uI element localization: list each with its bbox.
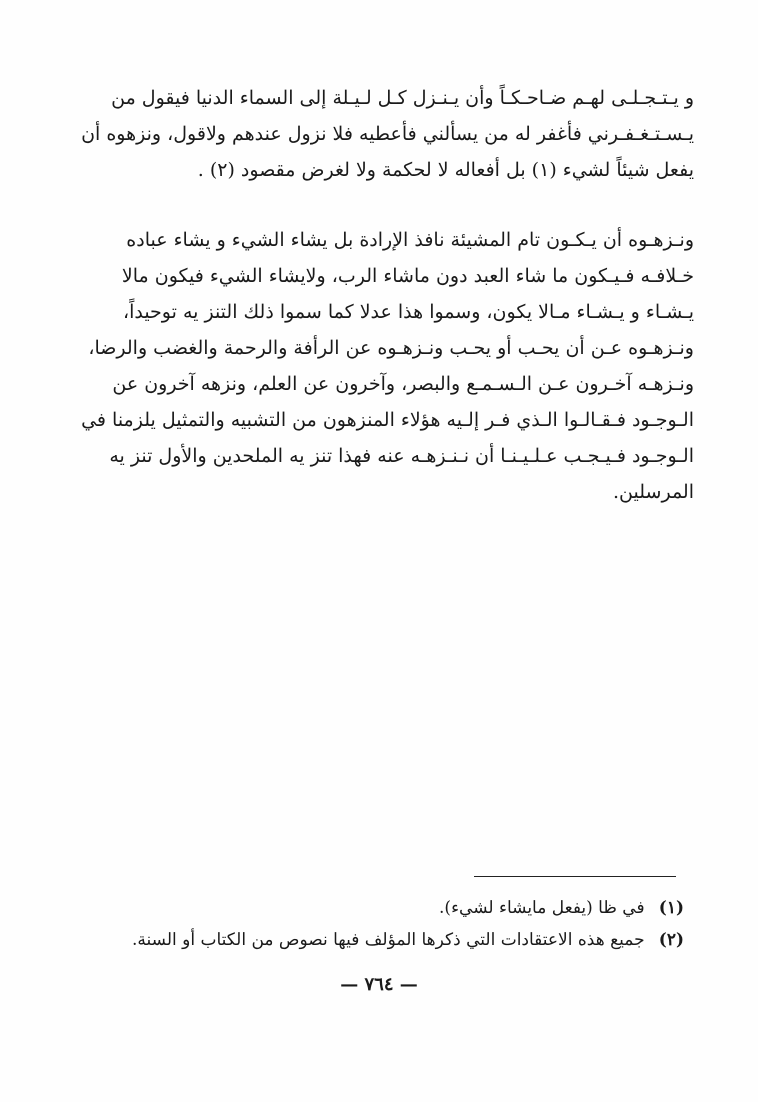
paragraph-2-line-6: الـوجـود فـقـالـوا الـذي فـر إلـيه هؤلاء المنزهون من التشبيه والتمثيل يلزمنا في [81, 409, 694, 431]
paragraph-2-line-8: المرسلين. [613, 481, 694, 503]
paragraph-2 [76, 222, 694, 510]
paragraph-2-line-1: ونـزهـوه أن يـكـون تام المشيئة نافذ الإرادة بل يشاء الشيء و يشاء عباده [126, 229, 694, 251]
footnote-divider [474, 876, 676, 877]
paragraph-2-line-2: خـلافـه فـيـكون ما شاء العبد دون ماشاء الرب، ولايشاء الشيء فيكون مالا [121, 265, 694, 287]
footnote-1-text: في ظا (يفعل مايشاء لشيء). [439, 898, 645, 918]
paragraph-2-line-4: ونـزهـوه عـن أن يحـب أو يحـب ونـزهـوه عن الرأفة والرحمة والغضب والرضا، [88, 337, 694, 359]
paragraph-1 [76, 80, 694, 188]
footnotes [76, 892, 684, 956]
paragraph-2-line-7: الـوجـود فـيـجـب عـلـيـنـا أن نـنـزهـه عنه فهذا تنز يه الملحدين والأول تنز يه [109, 445, 694, 467]
footnote-1-marker: (١) [658, 898, 684, 918]
page-number: — ٧٦٤ — [340, 974, 418, 995]
paragraph-2-line-5: ونـزهـه آخـرون عـن الـسـمـع والبصر، وآخرون عن العلم، ونزهه آخرون عن [112, 373, 694, 395]
footnote-2-marker: (٢) [658, 930, 684, 950]
paragraph-1-line-2: يـسـتـغـفـرني فأغفر له من يسألني فأعطيه فلا نزول عندهم ولاقول، ونزهوه أن [81, 123, 694, 145]
paragraph-1-line-1: و يـتـجـلـى لهـم ضـاحـكـاً وأن يـنـزل كـل لـيـلة إلى السماء الدنيا فيقول من [111, 87, 694, 109]
paragraph-1-line-3: يفعل شيئاً لشيء (١) بل أفعاله لا لحكمة ولا لغرض مقصود (٢) . [197, 159, 694, 181]
footnote-1 [76, 892, 684, 924]
footnote-2 [76, 924, 684, 956]
footnote-2-text: جميع هذه الاعتقادات التي ذكرها المؤلف فيها نصوص من الكتاب أو السنة. [132, 930, 645, 950]
paragraph-2-line-3: يـشـاء و يـشـاء مـالا يكون، وسموا هذا عدلا كما سموا ذلك التنز يه توحيداً، [122, 301, 694, 323]
